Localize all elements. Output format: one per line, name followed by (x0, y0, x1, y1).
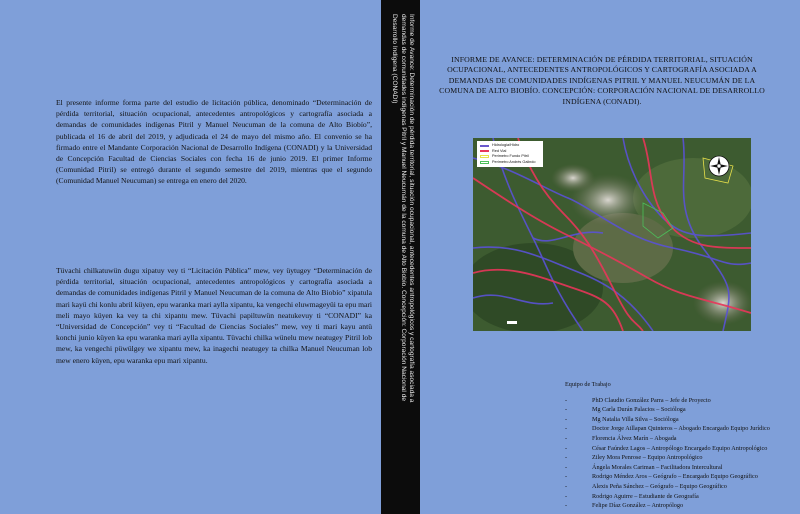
map-legend (477, 141, 543, 167)
team-list (565, 380, 785, 511)
team-member: - Mg Carla Durán Palacios – Sociólogа (565, 405, 785, 415)
summary-paragraph-chedungun: Tüvachi chilkatuwün dugu xipatuy vey ti “Licitación Pública” mew, vey üytugey “Determinación de pérdida territorial, situación ocupacional, antecedentes antropológicos y cartografía asociada a demandas de comunidades indígenas Pitril y Manuel Neucuman de la comuna de Alto Biobío” xipatula mari kayü chi konlu abril küyen, epu waranka mari aylla xipantu, ka vengechi eluwmageyüi ta epu mari meli mayo küyen ka vey ta chi xipantu mew. Tüvachi papiltuwün neatukevuy ti “CONADI” ka “Universidad de Concepción” vey ti “Facultad de Ciencias Sociales” mew, vey ti mari kayu antü konchi junio küyen ka epu waranka mari aylla xipantu. Tüvachi chilka wünelu mew neatugey Pitril lob mew, ka vengechi püwülgey we xipantu mew, ka inagechi neatugey ta chilka Manuel Neucuman lob mew enero küyen, epu waranka epu mari xipantu. (56, 266, 372, 365)
legend-label: Perimetro Fundo Pitril (492, 154, 529, 159)
team-member: - Ziley Mora Penrose – Equipo Antropológico (565, 453, 785, 463)
legend-swatch (480, 145, 489, 147)
spine-line: Desarrollo Indígena (CONADI) (391, 14, 399, 104)
team-member: - Mg Natalia Villa Silva – Socióloga (565, 415, 785, 425)
summary-paragraph-spanish: El presente informe forma parte del estudio de licitación pública, denominado “Determinación de pérdida territorial, situación ocupacional, antecedentes antropológicos y cartografía asociada a demandas de comunidades indígenas Pitril y Manuel Neucuman de la comuna de Alto Biobío”, publicada el 16 de abril del 2019, y adjudicada el 24 de mayo del mismo año. El convenio se ha firmado entre el Mandante Corporación Nacional de Desarrollo Indígena (CONADI) y la Universidad de Concepción Facultad de Ciencias Sociales con fecha 16 de junio 2019. El primer Informe (Comunidad Pitril) se entregó durante el segundo semestre del 2019, mientras que el segundo (Comunidad Manuel Neucuman) se entrega en enero del 2020. (56, 98, 372, 186)
team-member: - César Faúndez Lagos – Antropólogo Encargado Equipo Antropológico (565, 444, 785, 454)
back-cover (0, 0, 381, 514)
legend-swatch (480, 155, 489, 158)
team-member: - PhD Claudio González Parra – Jefe de Proyecto (565, 396, 785, 406)
book-spine (381, 0, 420, 514)
north-arrow-icon (708, 155, 730, 177)
legend-swatch (480, 150, 489, 152)
legend-label: Perimetro Andrés Galindo (492, 159, 536, 164)
report-title: INFORME DE AVANCE: DETERMINACIÓN DE PÉRDIDA TERRITORIAL, SITUACIÓN OCUPACIONAL, ANTECEDENTES ANTROPOLÓGICOS Y CARTOGRAFÍA ASOCIADA A DEMANDAS DE COMUNIDADES INDÍGENAS PITRIL Y MANUEL NEUCUMÁN DE LA COMUNA DE ALTO BIOBÍO. CONCEPCIÓN: CORPORACIÓN NACIONAL DE DESARROLLO INDÍGENA (CONADI). (439, 55, 765, 106)
team-member: - Felipe Díaz González – Antropólogo (565, 501, 785, 511)
team-member: - Florencia Álvez Marín – Abogada (565, 434, 785, 444)
legend-label: Red Vial (492, 148, 507, 153)
legend-item (480, 160, 540, 166)
team-member: - Doctor Jorge Aillapan Quinteros – Abogado Encargado Equipo Jurídico (565, 424, 785, 434)
team-member: - Ángela Morales Cariman – Facilitadora Intercultural (565, 463, 785, 473)
team-member: - Alexis Peña Sánchez – Geógrafo – Equipo Geográfico (565, 482, 785, 492)
spine-line: demandas de comunidades indígenas Pitril y Manuel Neucumán de la comuna de Alto Biobío. Concepción: Corporación Nacional de (399, 14, 407, 402)
spine-line: Informe de Avance: Determinación de pérdida territorial, situación ocupacional, antecedentes antropológicos y cartografía asociada a (408, 14, 415, 403)
legend-swatch (480, 161, 489, 164)
team-member: - Rodrigo Aguirre – Estudiante de Geografía (565, 492, 785, 502)
team-member: - Rodrigo Méndez Aros – Geógrafo – Encargado Equipo Geográfico (565, 472, 785, 482)
legend-label: Hidrologia/Hidro (492, 143, 520, 147)
spine-title (390, 14, 415, 514)
team-heading: Equipo de Trabajo (565, 381, 611, 388)
territory-map (473, 138, 751, 331)
scale-bar (507, 321, 517, 324)
